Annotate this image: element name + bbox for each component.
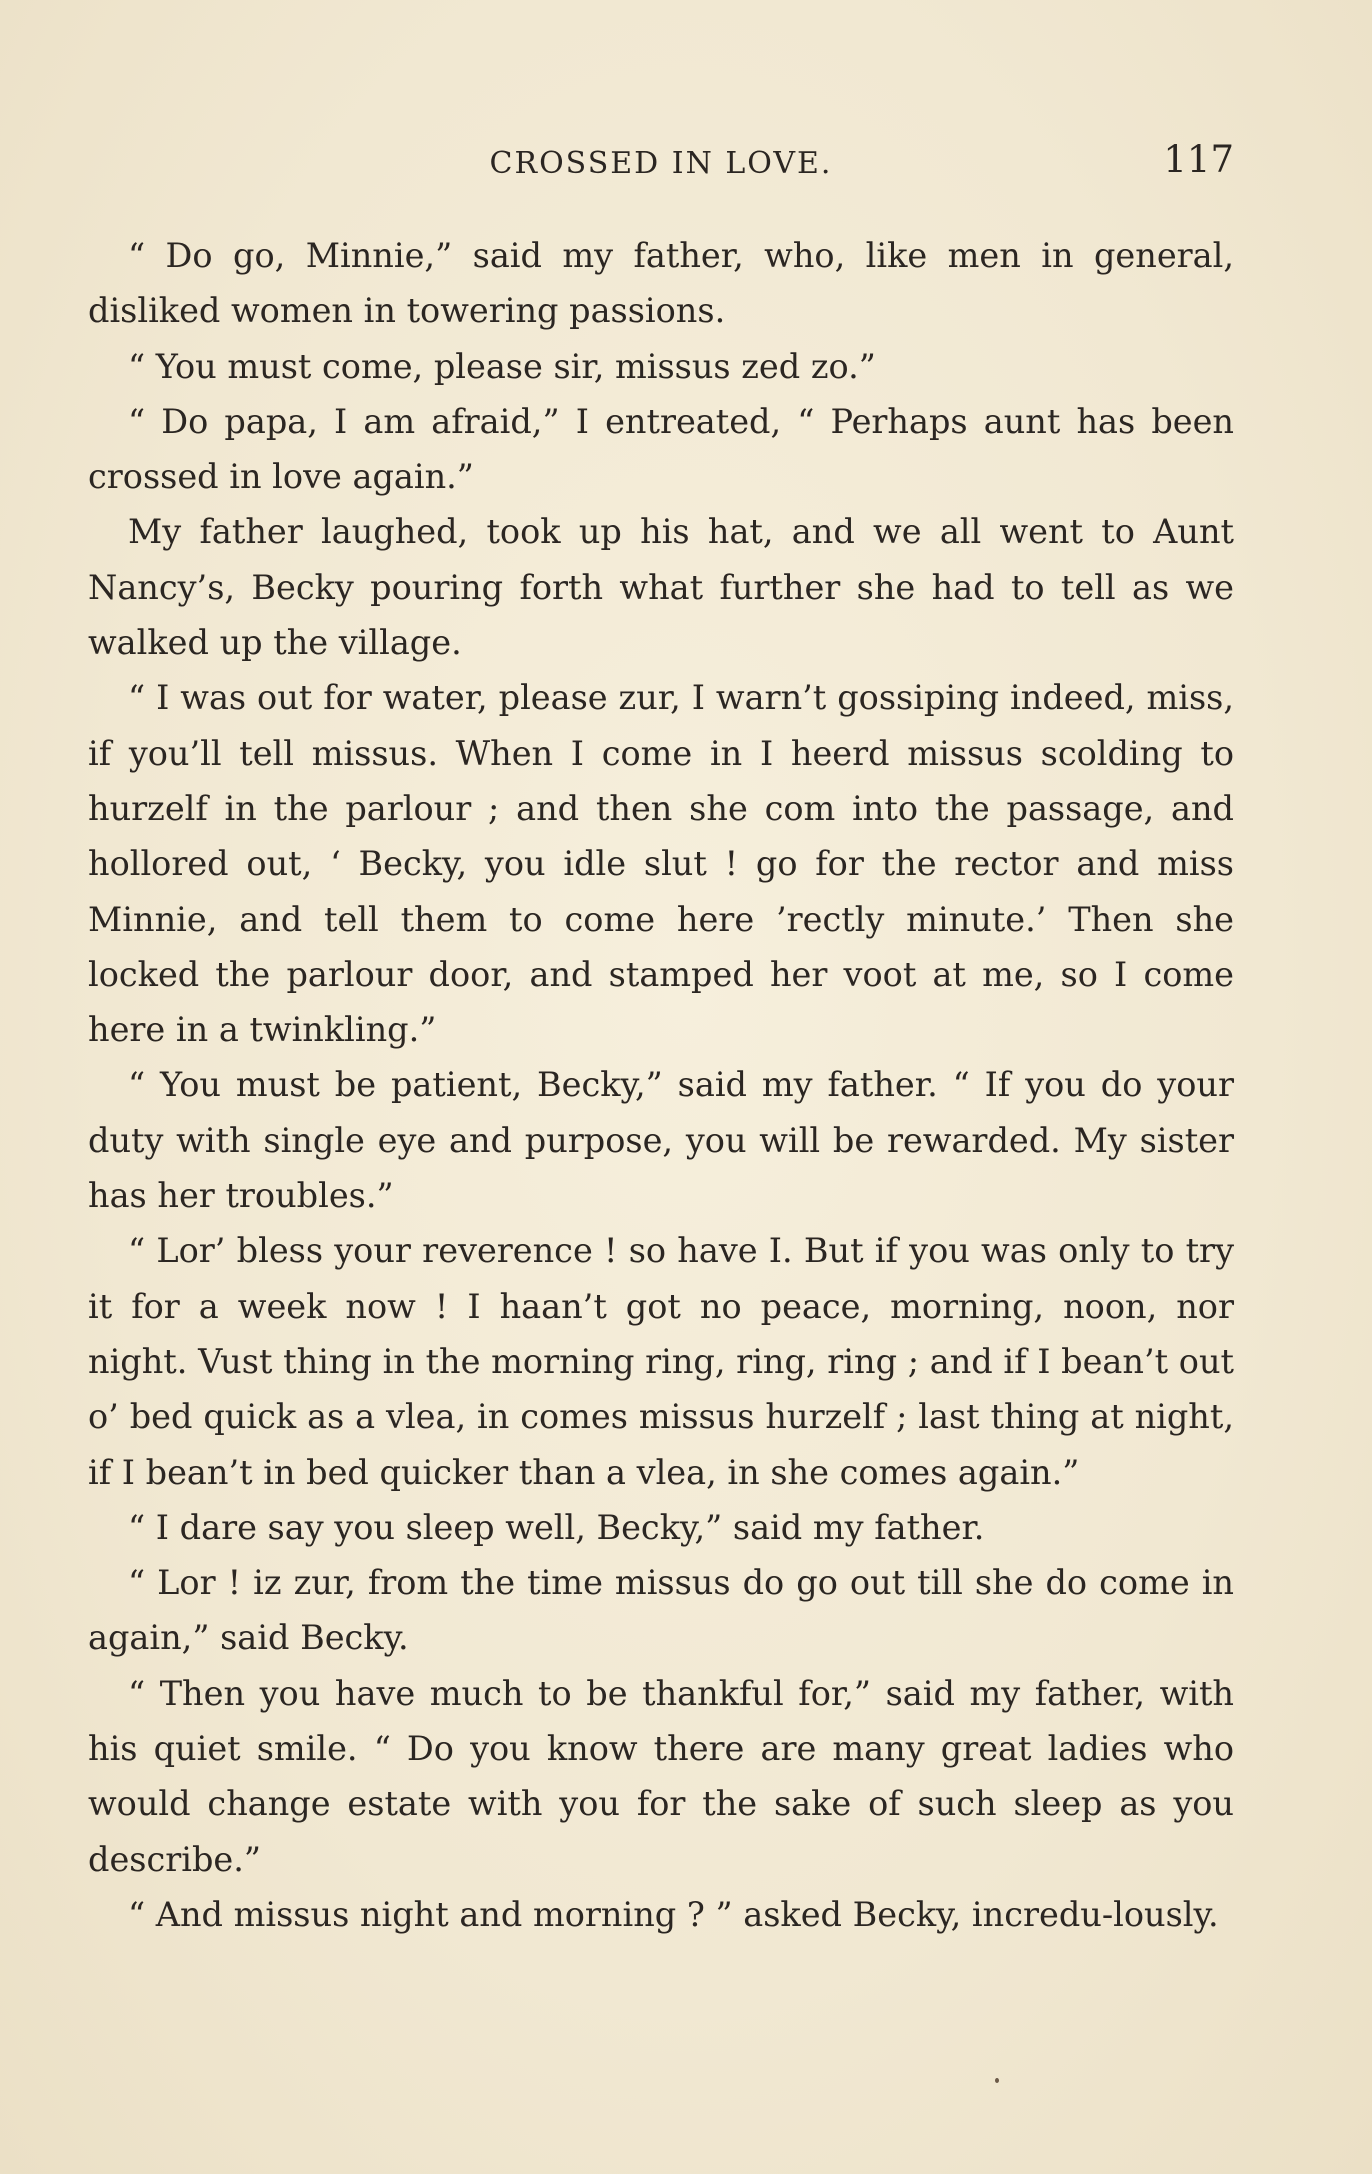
paragraph: “ You must come, please sir, missus zed zo.” [128, 346, 876, 386]
paragraph: “ Lor’ bless your reverence ! so have I. But if you was only to try it for a week now ! I haan’t got no peace, morning, noon, nor night. Vust thing in the morning ring, ring, ring ; and if I bean’t out o’ bed quick as a vlea, in comes missus hurzelf ; last thing at night, if I bean’t in bed quicker than a vlea, in she comes again.” [88, 1231, 1234, 1492]
paragraph: “ And missus night and morning ? ” asked Becky, incredu-lously. [128, 1894, 1219, 1934]
body-text [88, 228, 1234, 1942]
page-header [88, 138, 1234, 188]
paragraph: “ Then you have much to be thankful for,” said my father, with his quiet smile. “ Do you know there are many great ladies who would change estate with you for the sake of such sleep as you describe.” [88, 1673, 1234, 1879]
running-title: CROSSED IN LOVE. [489, 146, 833, 181]
paragraph: “ I was out for water, please zur, I warn’t gossiping indeed, miss, if you’ll tell missus. When I come in I heerd missus scolding to hurzelf in the parlour ; and then she com into the passage, and hollored out, ‘ Becky, you idle slut ! go for the rector and miss Minnie, and tell them to come here ’rectly minute.’ Then she locked the parlour door, and stamped her voot at me, so I come here in a twinkling.” [88, 678, 1234, 1050]
paragraph: “ Do go, Minnie,” said my father, who, like men in general, disliked women in towering passions. [88, 236, 1234, 331]
paper-speck [995, 2078, 999, 2083]
paragraph: My father laughed, took up his hat, and we all went to Aunt Nancy’s, Becky pouring forth what further she had to tell as we walked up the village. [88, 512, 1234, 663]
paragraph: “ You must be patient, Becky,” said my father. “ If you do your duty with single eye and purpose, you will be rewarded. My sister has her troubles.” [88, 1065, 1234, 1216]
paragraph: “ Lor ! iz zur, from the time missus do go out till she do come in again,” said Becky. [88, 1563, 1234, 1658]
paragraph: “ I dare say you sleep well, Becky,” said my father. [128, 1507, 985, 1547]
paragraph: “ Do papa, I am afraid,” I entreated, “ Perhaps aunt has been crossed in love again.” [88, 401, 1234, 497]
page-number: 117 [1163, 138, 1234, 181]
